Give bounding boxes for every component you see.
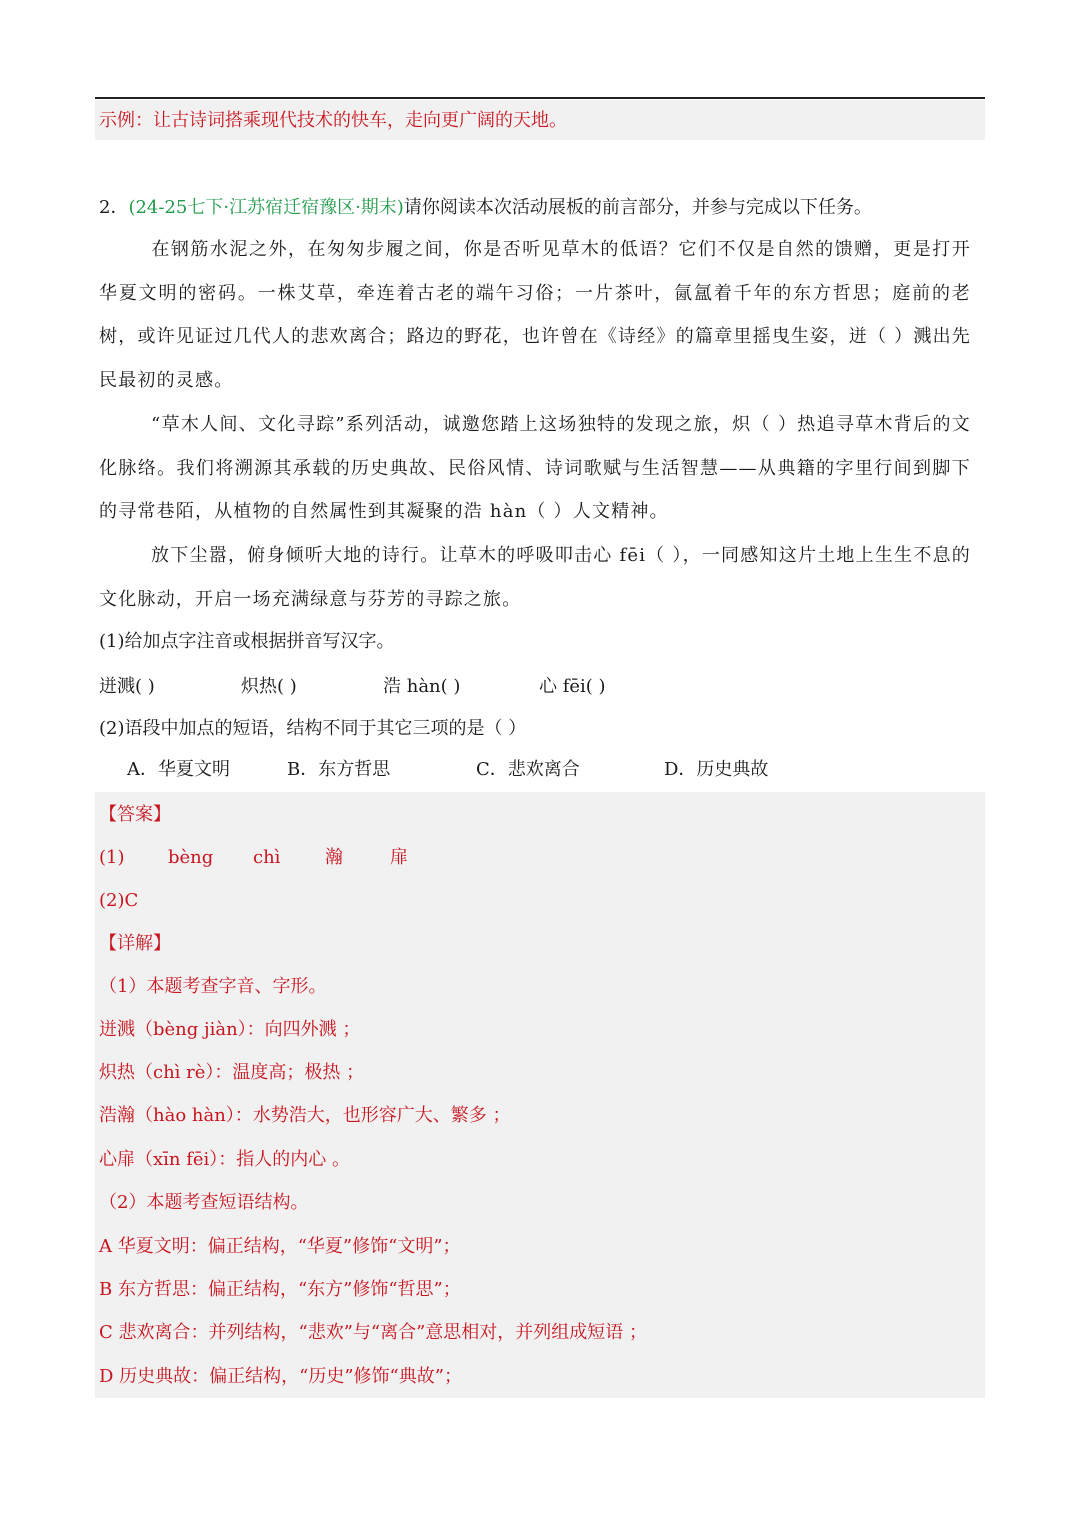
- question-number: 2．: [99, 197, 129, 218]
- top-divider: [95, 97, 985, 99]
- option-d: D．历史典故: [664, 759, 769, 780]
- answer-box: [95, 792, 985, 1398]
- answer-item-3: 瀚: [325, 847, 343, 868]
- sub-question-2: (2)语段中加点的短语，结构不同于其它三项的是（ ）: [99, 718, 527, 739]
- sub-question-1: (1)给加点字注音或根据拼音写汉字。: [99, 631, 395, 652]
- answer-item-1: bèng: [168, 847, 214, 868]
- blank-2: 炽热( ): [241, 676, 297, 697]
- explanation-heading: 【详解】: [99, 933, 171, 954]
- answer-heading: 【答案】: [99, 804, 171, 825]
- answer-line-1-label: (1): [99, 847, 125, 868]
- answer-line-2: (2)C: [99, 890, 139, 911]
- passage-paragraph-1: 在钢筋水泥之外，在匆匆步履之间，你是否听见草木的低语？它们不仅是自然的馈赠，更是打开华夏文明的密码。一株艾草，牵连着古老的端午习俗；一片茶叶，氤氲着千年的东方哲思；庭前的老树，或许见证过几代人的悲欢离合；路边的野花，也许曾在《诗经》的篇章里摇曳生姿，迸（ ）溅出先民最初的灵感。: [99, 239, 971, 391]
- explanation-line-4: 浩瀚（hào hàn）：水势浩大，也形容广大、繁多 ；: [99, 1105, 511, 1126]
- blank-1: 迸溅( ): [99, 676, 155, 697]
- explanation-line-7: A 华夏文明：偏正结构，“华夏”修饰“文明”；: [99, 1236, 461, 1257]
- explanation-line-2: 迸溅（bèng jiàn）：向四外溅 ；: [99, 1019, 361, 1040]
- option-b: B．东方哲思: [287, 759, 391, 780]
- answer-item-4: 扉: [390, 847, 408, 868]
- explanation-line-5: 心扉（xīn fēi）：指人的内心 。: [99, 1149, 351, 1170]
- passage-paragraph-3: 放下尘嚣，俯身倾听大地的诗行。让草木的呼吸叩击心 fēi（ ），一同感知这片土地上生生不息的文化脉动，开启一场充满绿意与芬芳的寻踪之旅。: [99, 545, 971, 610]
- blank-3: 浩 hàn( ): [383, 676, 461, 697]
- question-prompt: 请你阅读本次活动展板的前言部分，并参与完成以下任务。: [403, 197, 872, 218]
- explanation-line-1: （1）本题考查字音、字形。: [99, 976, 327, 997]
- explanation-line-8: B 东方哲思：偏正结构，“东方”修饰“哲思”；: [99, 1279, 461, 1300]
- explanation-line-6: （2）本题考查短语结构。: [99, 1192, 309, 1213]
- blank-4: 心 fēi( ): [539, 676, 606, 697]
- question-source: (24-25七下·江苏宿迁宿豫区·期末): [128, 197, 404, 218]
- answer-item-2: chì: [253, 847, 281, 868]
- explanation-line-3: 炽热（chì rè）：温度高；极热 ；: [99, 1062, 365, 1083]
- passage-paragraph-2: “草木人间、文化寻踪”系列活动，诚邀您踏上这场独特的发现之旅，炽（ ）热追寻草木背后的文化脉络。我们将溯源其承载的历史典故、民俗风情、诗词歌赋与生活智慧——从典籍的字里行间到脚下的寻常巷陌，从植物的自然属性到其凝聚的浩 hàn（ ）人文精神。: [99, 414, 971, 522]
- explanation-line-9: C 悲欢离合：并列结构，“悲欢”与“离合”意思相对，并列组成短语 ；: [99, 1322, 648, 1343]
- explanation-line-10: D 历史典故：偏正结构，“历史”修饰“典故”；: [99, 1366, 462, 1387]
- question-header: [99, 195, 872, 221]
- option-a: A．华夏文明: [127, 759, 230, 780]
- option-c: C．悲欢离合: [476, 759, 580, 780]
- example-text: 示例：让古诗词搭乘现代技术的快车，走向更广阔的天地。: [99, 110, 567, 131]
